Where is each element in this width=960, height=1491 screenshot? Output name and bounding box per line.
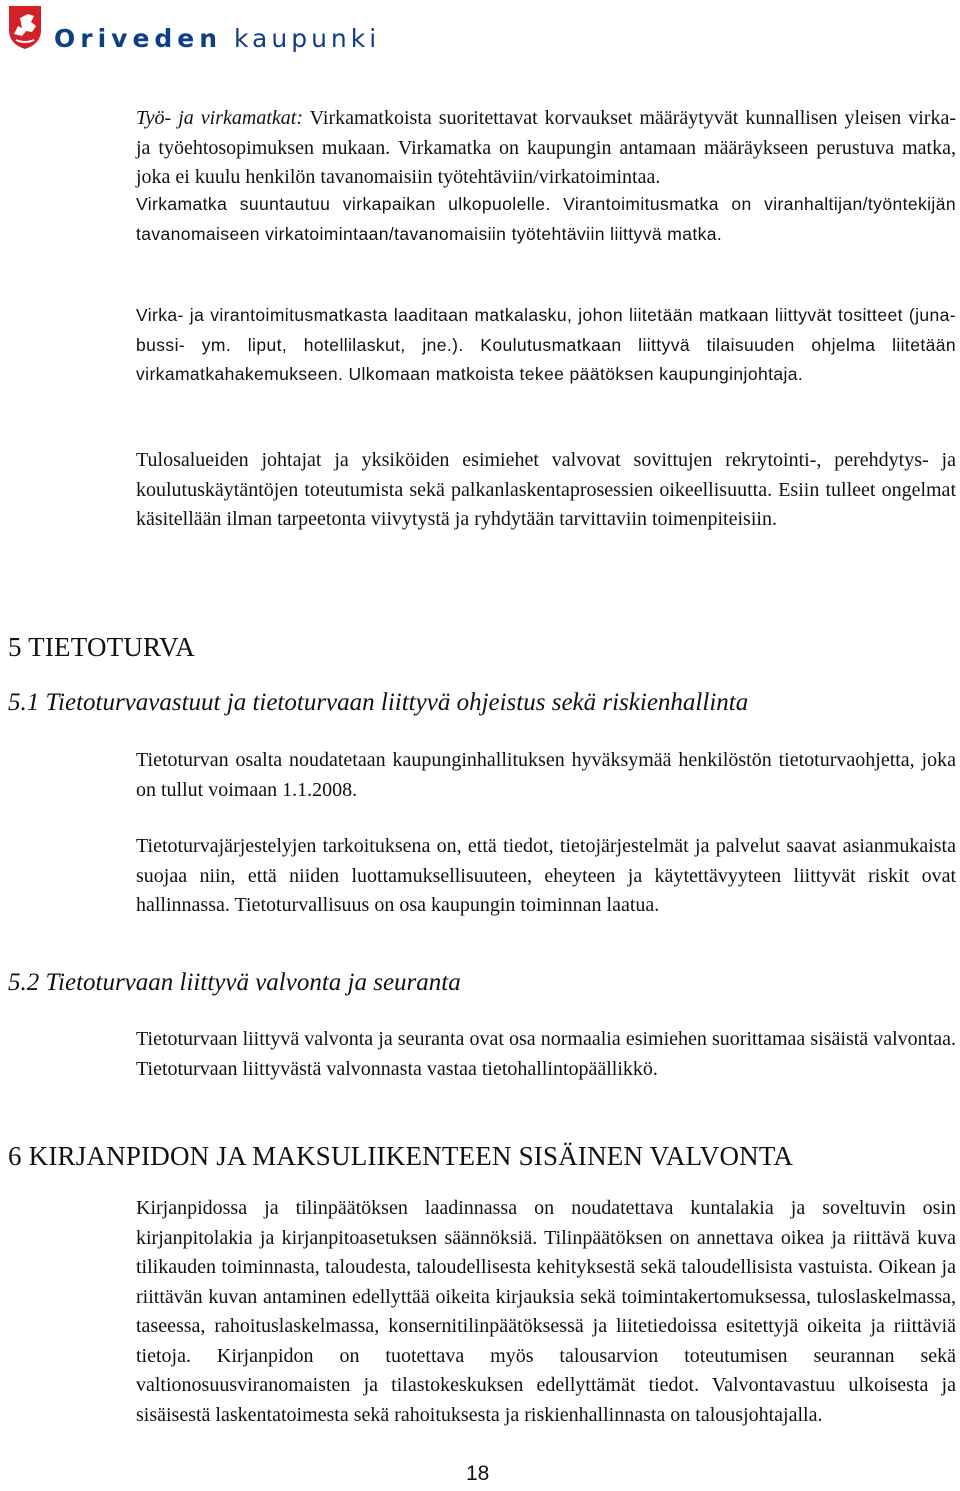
paragraph-security-control: Tietoturvaan liittyvä valvonta ja seuranta ovat osa normaalia esimiehen suorittamaa sisäistä valvontaa. Tietoturvaan liittyvästä valvonnasta vastaa tietohallintopäällikkö.: [136, 1028, 956, 1080]
page-number: 18: [466, 1462, 490, 1485]
paragraph-security-policy: Tietoturvan osalta noudatetaan kaupunginhallituksen hyväksymää henkilöstön tietoturvaohjetta, joka on tullut voimaan 1.1.2008.: [136, 749, 956, 801]
city-crest-logo: [6, 4, 44, 50]
paragraph-travel-claims: Virka- ja virantoimitusmatkasta laaditaan matkalasku, johon liitetään matkaan liittyvät tositteet (juna- bussi- ym. liput, hotellilaskut, jne.). Koulutusmatkaan liittyvä tilaisuuden ohjelma liitetään virkamatkahakemukseen. Ulkomaan matkoista tekee päätöksen kaupunginjohtaja.: [136, 305, 956, 384]
paragraph-accounting: Kirjanpidossa ja tilinpäätöksen laadinnassa on noudatettava kuntalakia ja soveltuvin osin kirjanpitolakia ja kirjanpitoasetuksen säännöksiä. Tilinpäätöksen on annettava oikea ja riittävä kuva tilikauden toiminnasta, taloudesta, taloudellisesta kehityksestä sekä taloudellisista vastuista. Oikean ja riittävän kuvan antaminen edellyttää oikeita kirjauksia sekä toimintakertomuksessa, tuloslaskelmassa, taseessa, rahoituslaskelmassa, konsernitilinpäätöksessä ja liitetiedoissa esitettyjä oikeita ja riittäviä tietoja. Kirjanpidon on tuotettava myös talousarvion toteutumisen seurannan sekä valtionosuusviranomaisten ja tilastokeskuksen edellyttämät tiedot. Valvontavastuu ulkoisesta ja sisäisestä laskentatoimesta sekä rahoituksesta ja riskienhallinnasta on talousjohtajalla.: [136, 1197, 956, 1426]
paragraph-security-purpose: Tietoturvajärjestelyjen tarkoituksena on, että tiedot, tietojärjestelmät ja palvelut saavat asianmukaista suojaa niin, että niiden luottamuksellisuuteen, eheyteen ja käytettävyyteen liittyvät riskit ovat hallinnassa. Tietoturvallisuus on osa kaupungin toiminnan laatua.: [136, 835, 956, 916]
paragraph-lead: Työ- ja virkamatkat:: [136, 107, 303, 129]
paragraph-text: Virkamatkoista suoritettavat korvaukset määräytyvät kunnallisen yleisen virka- ja työehtosopimuksen mukaan. Virkamatka on kaupungin antamaan määräykseen perustuva matka, joka ei kuulu henkilön tavanomaisiin työtehtäviin/virkatoimintaa.: [136, 107, 956, 188]
section-heading-5-2: 5.2 Tietoturvaan liittyvä valvonta ja seuranta: [8, 969, 461, 996]
paragraph-travel-definition: Virkamatka suuntautuu virkapaikan ulkopuolelle. Virantoimitusmatka on viranhaltijan/työntekijän tavanomaiseen virkatoimintaan/tavanomaisiin työtehtäviin liittyvä matka.: [136, 194, 956, 244]
paragraph-hr-monitoring: Tulosalueiden johtajat ja yksiköiden esimiehet valvovat sovittujen rekrytointi-, perehdytys- ja koulutuskäytäntöjen toteutumista sekä palkanlaskentaprosessien oikeellisuutta. Esiin tulleet ongelmat käsitellään ilman tarpeetonta viivytystä ja ryhdytään tarvittaviin toimenpiteisiin.: [136, 449, 956, 530]
page-header: [6, 4, 526, 54]
paragraph-travel-intro: [136, 104, 956, 193]
section-heading-6: 6 KIRJANPIDON JA MAKSULIIKENTEEN SISÄINEN VALVONTA: [8, 1141, 794, 1171]
section-heading-5-1: 5.1 Tietoturvavastuut ja tietoturvaan liittyvä ohjeistus sekä riskienhallinta: [8, 689, 749, 716]
section-heading-5: 5 TIETOTURVA: [8, 632, 195, 662]
city-wordmark: Oriveden kaupunki: [54, 24, 381, 53]
